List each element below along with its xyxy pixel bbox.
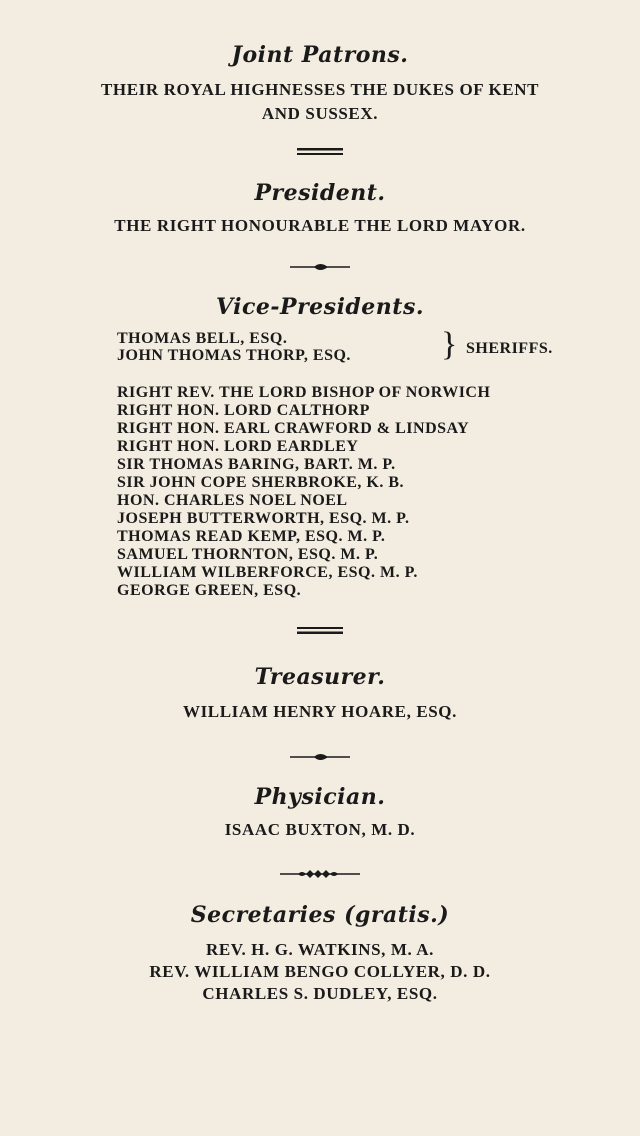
double-rule-ornament [0,147,640,157]
treasurer-heading: Treasurer. [254,664,386,690]
vice-president-11: WILLIAM WILBERFORCE, ESQ. M. P. [117,564,418,581]
sheriff-2: JOHN THOMAS THORP, ESQ. [117,347,351,364]
vice-president-3: RIGHT HON. EARL CRAWFORD & LINDSAY [117,420,470,437]
diamond-rule-ornament [0,868,640,880]
president-name: THE RIGHT HONOURABLE THE LORD MAYOR. [114,216,526,235]
physician-heading: Physician. [254,784,386,810]
secretary-2: REV. WILLIAM BENGO COLLYER, D. D. [149,962,491,981]
joint-patrons-heading: Joint Patrons. [231,42,409,68]
joint-patrons-line-1: THEIR ROYAL HIGHNESSES THE DUKES OF KENT [100,80,540,99]
leaf-rule-ornament [0,262,640,272]
vice-president-2: RIGHT HON. LORD CALTHORP [117,402,370,419]
vice-president-7: HON. CHARLES NOEL NOEL [117,492,348,509]
sheriff-1: THOMAS BELL, ESQ. [117,330,288,347]
sheriffs-label: SHERIFFS. [466,340,553,357]
brace-icon: } [441,326,458,363]
president-heading: President. [254,180,386,206]
vice-president-12: GEORGE GREEN, ESQ. [117,582,302,599]
vice-president-6: SIR JOHN COPE SHERBROKE, K. B. [117,474,405,491]
physician-name: ISAAC BUXTON, M. D. [224,820,416,839]
vice-president-4: RIGHT HON. LORD EARDLEY [117,438,359,455]
secretaries-heading: Secretaries (gratis.) [190,902,450,928]
vice-presidents-heading: Vice-Presidents. [215,294,425,320]
treasurer-name: WILLIAM HENRY HOARE, ESQ. [182,702,457,721]
double-rule-ornament-2 [0,626,640,636]
vice-president-8: JOSEPH BUTTERWORTH, ESQ. M. P. [117,510,410,527]
leaf-rule-ornament-2 [0,752,640,762]
secretary-1: REV. H. G. WATKINS, M. A. [205,940,434,959]
vice-president-5: SIR THOMAS BARING, BART. M. P. [117,456,396,473]
vice-president-10: SAMUEL THORNTON, ESQ. M. P. [117,546,379,563]
joint-patrons-line-2: AND SUSSEX. [261,104,379,123]
secretary-3: CHARLES S. DUDLEY, ESQ. [202,984,438,1003]
vice-president-1: RIGHT REV. THE LORD BISHOP OF NORWICH [117,384,491,401]
vice-president-9: THOMAS READ KEMP, ESQ. M. P. [117,528,386,545]
